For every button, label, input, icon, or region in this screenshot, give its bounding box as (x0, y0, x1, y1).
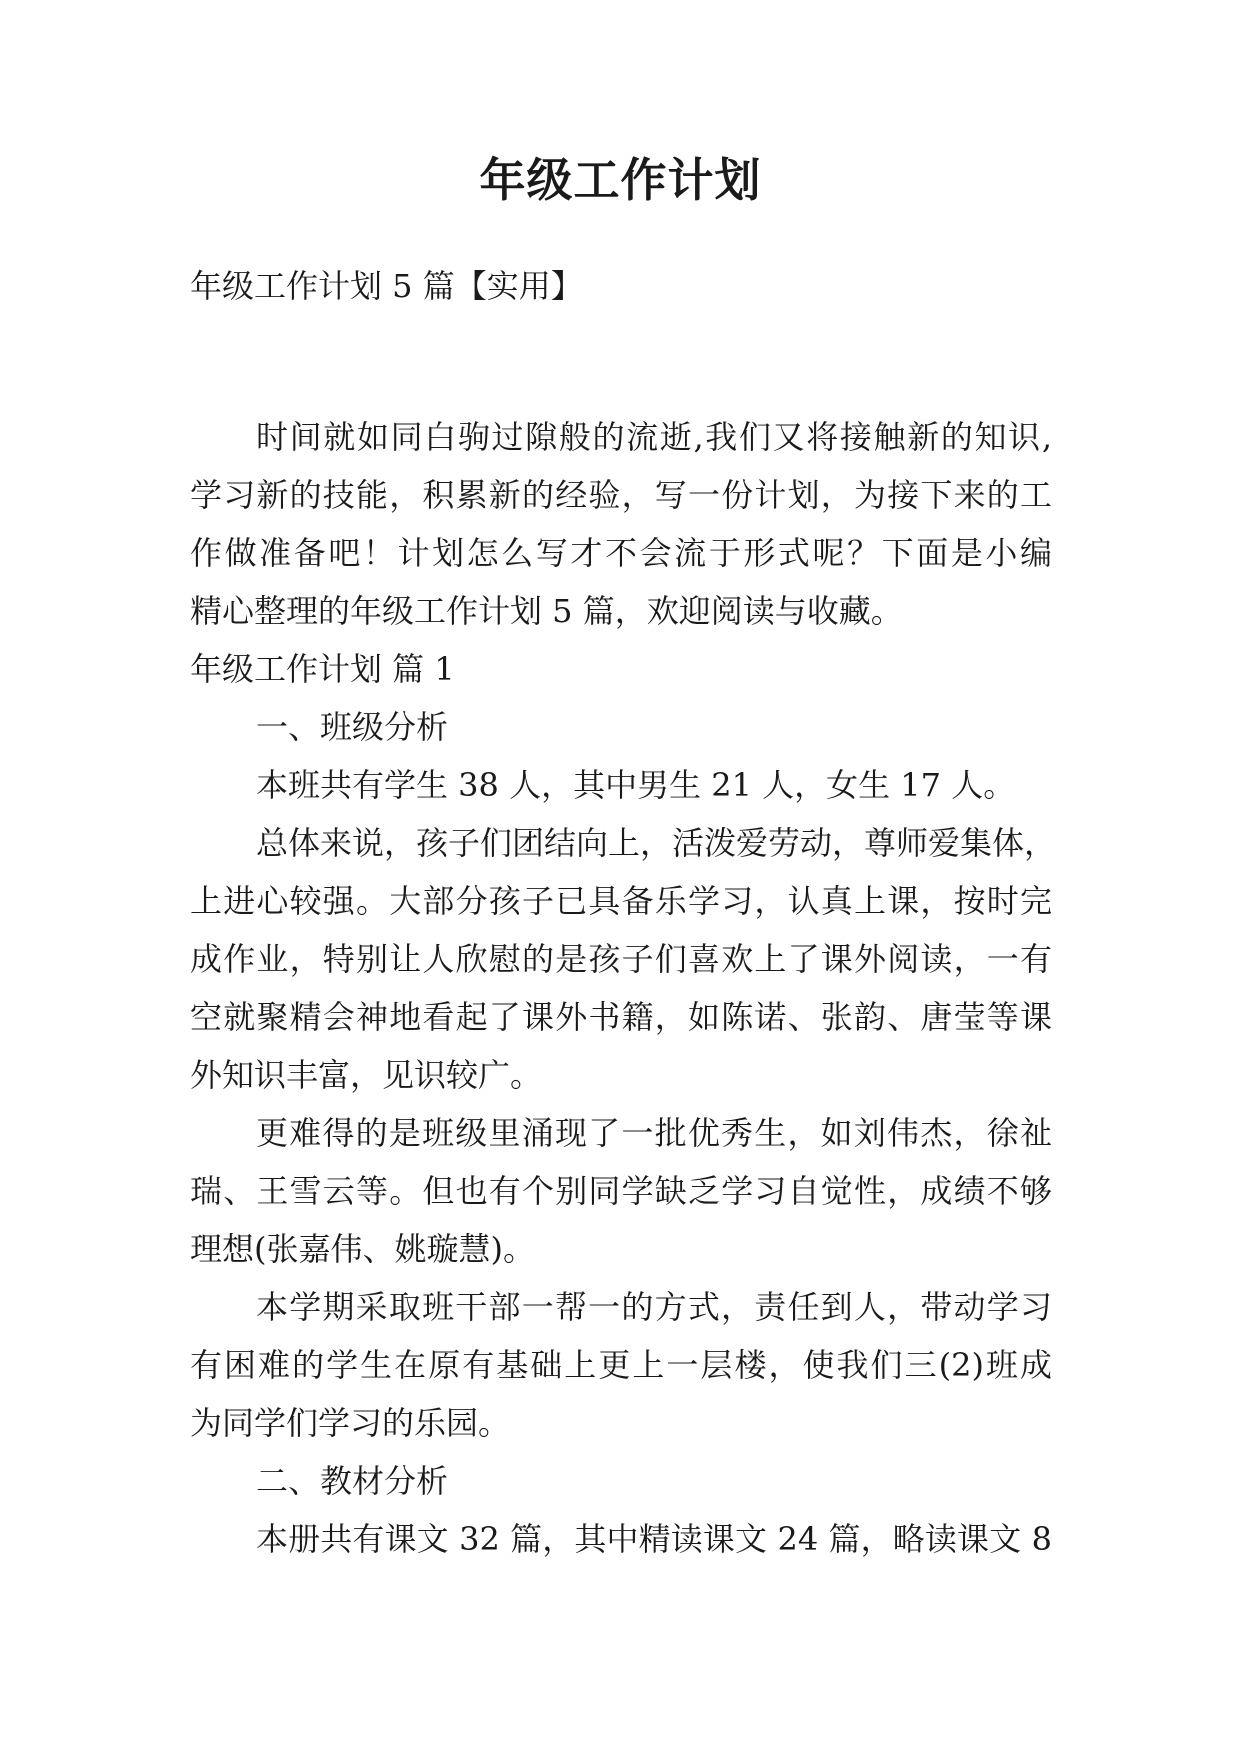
body-line: 一、班级分析 (256, 708, 449, 746)
document-body (190, 408, 1057, 1568)
body-line: 瑞、王雪云等。但也有个别同学缺乏学习自觉性，成绩不够 (190, 1172, 1052, 1210)
body-line: 总体来说，孩子们团结向上，活泼爱劳动，尊师爱集体， (256, 824, 1057, 862)
body-line: 上进心较强。大部分孩子已具备乐学习，认真上课，按时完 (190, 882, 1052, 920)
body-line: 有困难的学生在原有基础上更上一层楼，使我们三(2)班成 (190, 1346, 1052, 1384)
body-line: 外知识丰富，见识较广。 (190, 1056, 543, 1094)
body-line: 精心整理的年级工作计划 5 篇，欢迎阅读与收藏。 (190, 592, 903, 630)
document-subtitle: 年级工作计划 5 篇【实用】 (190, 267, 583, 305)
body-line: 空就聚精会神地看起了课外书籍，如陈诺、张韵、唐莹等课 (190, 998, 1052, 1036)
body-line: 成作业，特别让人欣慰的是孩子们喜欢上了课外阅读，一有 (190, 940, 1052, 978)
body-line: 本册共有课文 32 篇，其中精读课文 24 篇，略读课文 8 (256, 1520, 1052, 1558)
body-line: 二、教材分析 (256, 1462, 449, 1500)
body-line: 年级工作计划 篇 1 (190, 650, 455, 688)
body-line: 本班共有学生 38 人，其中男生 21 人，女生 17 人。 (256, 766, 1016, 804)
document-title: 年级工作计划 (479, 153, 762, 207)
body-line: 为同学们学习的乐园。 (190, 1404, 511, 1442)
body-line: 作做准备吧！计划怎么写才不会流于形式呢？下面是小编 (190, 534, 1052, 572)
body-line: 时间就如同白驹过隙般的流逝,我们又将接触新的知识, (256, 418, 1052, 456)
body-line: 学习新的技能，积累新的经验，写一份计划，为接下来的工 (190, 476, 1052, 514)
body-line: 本学期采取班干部一帮一的方式，责任到人，带动学习 (256, 1288, 1052, 1326)
body-line: 理想(张嘉伟、姚璇慧)。 (190, 1230, 535, 1268)
body-line: 更难得的是班级里涌现了一批优秀生，如刘伟杰，徐祉 (256, 1114, 1052, 1152)
